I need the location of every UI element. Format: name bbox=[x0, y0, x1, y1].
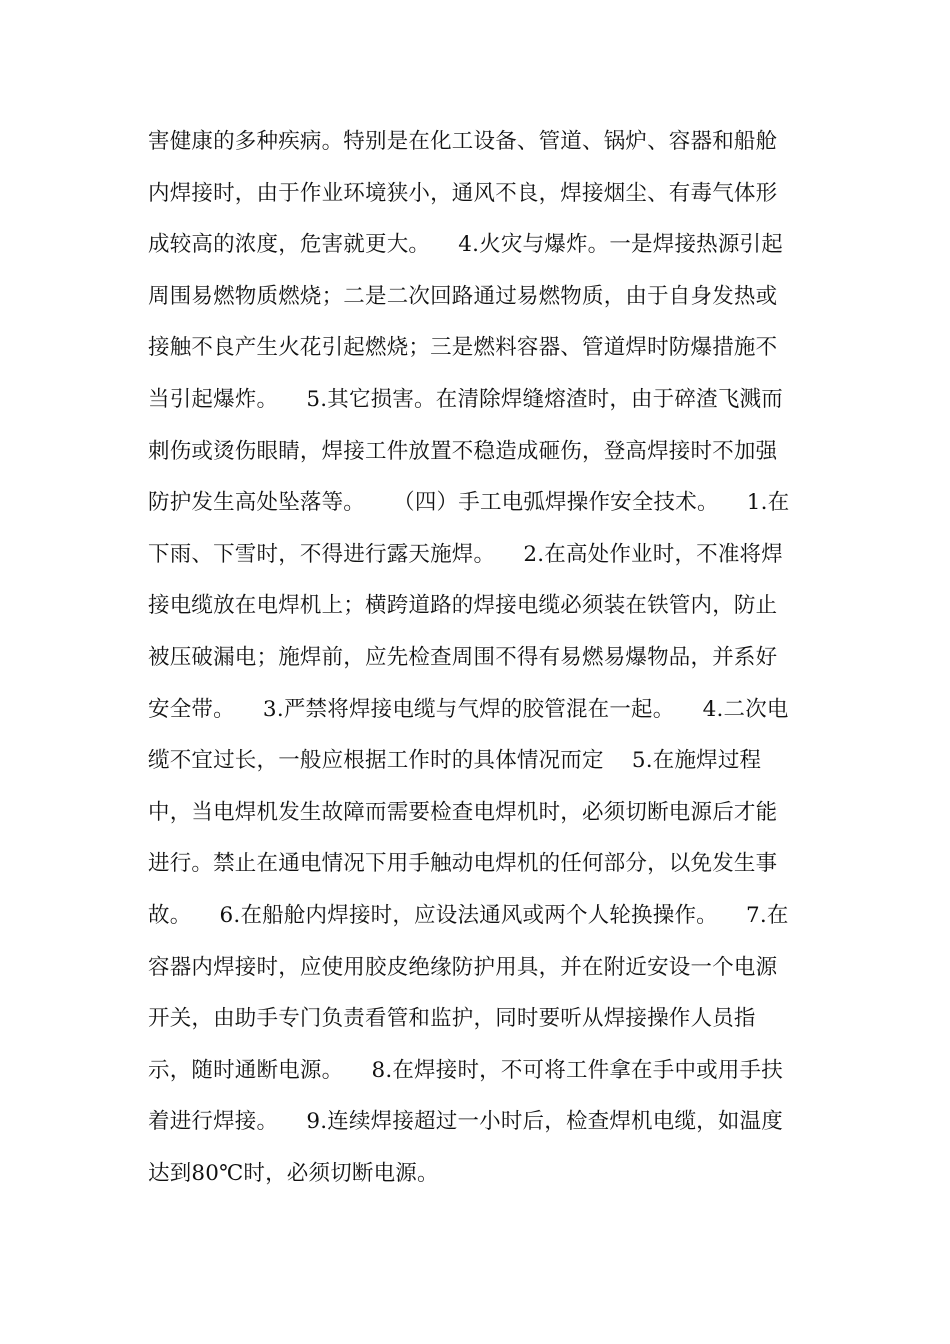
text-line: 容器内焊接时，应使用胶皮绝缘防护用具，并在附近安设一个电源 bbox=[148, 954, 778, 980]
text-line: 害健康的多种疾病。特别是在化工设备、管道、锅炉、容器和船舱 bbox=[148, 129, 778, 154]
text-line: 示，随时通断电源。 8.在焊接时，不可将工件拿在手中或用手扶 bbox=[148, 1057, 783, 1083]
text-line: 进行。禁止在通电情况下用手触动电焊机的任何部分，以免发生事 bbox=[148, 851, 778, 877]
text-line: 下雨、下雪时，不得进行露天施焊。 2.在高处作业时，不准将焊 bbox=[148, 541, 783, 567]
text-line: 内焊接时，由于作业环境狭小，通风不良，焊接烟尘、有毒气体形 bbox=[148, 180, 778, 206]
text-line: 接触不良产生火花引起燃烧；三是燃料容器、管道焊时防爆措施不 bbox=[148, 335, 778, 361]
text-line: 周围易燃物质燃烧；二是二次回路通过易燃物质，由于自身发热或 bbox=[148, 283, 778, 309]
text-line: 故。 6.在船舱内焊接时，应设法通风或两个人轮换操作。 7.在 bbox=[148, 902, 789, 928]
body-text bbox=[148, 116, 808, 1199]
text-line: 安全带。 3.严禁将焊接电缆与气焊的胶管混在一起。 4.二次电 bbox=[148, 696, 789, 722]
text-line: 缆不宜过长，一般应根据工作时的具体情况而定 5.在施焊过程 bbox=[148, 748, 762, 774]
text-line: 当引起爆炸。 5.其它损害。在清除焊缝熔渣时，由于碎渣飞溅而 bbox=[148, 386, 783, 412]
text-line: 成较高的浓度，危害就更大。 4.火灾与爆炸。一是焊接热源引起 bbox=[148, 232, 783, 258]
text-line: 达到80℃时，必须切断电源。 bbox=[148, 1160, 439, 1186]
text-line: 接电缆放在电焊机上；横跨道路的焊接电缆必须装在铁管内，防止 bbox=[148, 593, 778, 619]
text-line: 被压破漏电；施焊前，应先检查周围不得有易燃易爆物品，并系好 bbox=[148, 644, 778, 670]
text-line: 开关，由助手专门负责看管和监护，同时要听从焊接操作人员指 bbox=[148, 1006, 756, 1032]
text-line: 防护发生高处坠落等。 （四）手工电弧焊操作安全技术。 1.在 bbox=[148, 490, 790, 516]
text-line: 刺伤或烫伤眼睛，焊接工件放置不稳造成砸伤，登高焊接时不加强 bbox=[148, 438, 778, 464]
text-line: 着进行焊接。 9.连续焊接超过一小时后，检查焊机电缆，如温度 bbox=[148, 1109, 783, 1135]
text-line: 中，当电焊机发生故障而需要检查电焊机时，必须切断电源后才能 bbox=[148, 799, 778, 825]
